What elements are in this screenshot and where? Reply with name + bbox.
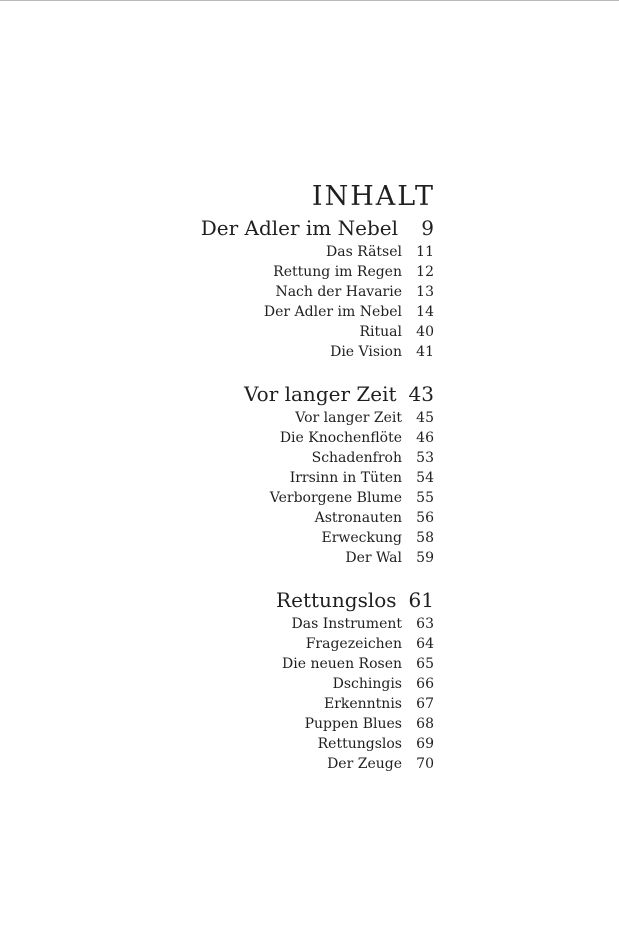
toc-entry[interactable] xyxy=(94,448,434,468)
section-title: Vor langer Zeit xyxy=(244,382,397,406)
entry-page-number: 45 xyxy=(416,410,434,426)
entry-title: Die neuen Rosen xyxy=(282,656,402,672)
section-title: Der Adler im Nebel xyxy=(200,216,398,240)
toc-entry[interactable] xyxy=(94,508,434,528)
entry-page-number: 55 xyxy=(416,490,434,506)
table-of-contents xyxy=(94,214,434,792)
entry-page-number: 69 xyxy=(416,736,434,752)
entry-page-number: 63 xyxy=(416,616,434,632)
toc-entry[interactable] xyxy=(94,734,434,754)
entry-page-number: 40 xyxy=(416,324,434,340)
toc-entry[interactable] xyxy=(94,634,434,654)
toc-entry[interactable] xyxy=(94,468,434,488)
entry-title: Ritual xyxy=(359,324,402,340)
entry-title: Nach der Havarie xyxy=(275,284,402,300)
entry-title: Verborgene Blume xyxy=(269,490,402,506)
toc-entry[interactable] xyxy=(94,614,434,634)
toc-entry[interactable] xyxy=(94,342,434,362)
toc-entry[interactable] xyxy=(94,262,434,282)
top-divider xyxy=(0,0,619,1)
entry-page-number: 58 xyxy=(416,530,434,546)
entry-page-number: 65 xyxy=(416,656,434,672)
entry-title: Erkenntnis xyxy=(323,696,402,712)
toc-entry[interactable] xyxy=(94,694,434,714)
section-heading[interactable] xyxy=(94,214,434,242)
entry-title: Das Rätsel xyxy=(326,244,402,260)
entry-page-number: 54 xyxy=(416,470,434,486)
entry-title: Der Adler im Nebel xyxy=(263,304,402,320)
toc-section-2 xyxy=(94,380,434,568)
entry-title: Die Vision xyxy=(330,344,402,360)
entry-page-number: 53 xyxy=(416,450,434,466)
section-page-number: 61 xyxy=(408,588,434,612)
toc-entry[interactable] xyxy=(94,674,434,694)
entry-title: Dschingis xyxy=(332,676,402,692)
entry-page-number: 70 xyxy=(416,756,434,772)
toc-entry[interactable] xyxy=(94,408,434,428)
entry-title: Schadenfroh xyxy=(311,450,402,466)
toc-entry[interactable] xyxy=(94,428,434,448)
section-page-number: 9 xyxy=(421,216,434,240)
entry-title: Fragezeichen xyxy=(305,636,402,652)
entry-title: Rettungslos xyxy=(317,736,402,752)
toc-entry[interactable] xyxy=(94,488,434,508)
entry-page-number: 46 xyxy=(416,430,434,446)
toc-entry[interactable] xyxy=(94,302,434,322)
toc-heading: INHALT xyxy=(311,181,435,213)
toc-entry[interactable] xyxy=(94,528,434,548)
toc-entry[interactable] xyxy=(94,242,434,262)
toc-entry[interactable] xyxy=(94,654,434,674)
entry-title: Die Knochenflöte xyxy=(279,430,402,446)
entry-title: Erweckung xyxy=(321,530,402,546)
entry-page-number: 67 xyxy=(416,696,434,712)
toc-entry[interactable] xyxy=(94,282,434,302)
entry-page-number: 68 xyxy=(416,716,434,732)
entry-page-number: 11 xyxy=(416,244,434,260)
section-page-number: 43 xyxy=(408,382,434,406)
toc-entry[interactable] xyxy=(94,714,434,734)
section-title: Rettungslos xyxy=(276,588,397,612)
entry-title: Der Zeuge xyxy=(327,756,402,772)
entry-page-number: 56 xyxy=(416,510,434,526)
entry-title: Astronauten xyxy=(314,510,402,526)
section-heading[interactable] xyxy=(94,380,434,408)
entry-title: Irrsinn in Tüten xyxy=(289,470,402,486)
section-heading[interactable] xyxy=(94,586,434,614)
entry-page-number: 41 xyxy=(416,344,434,360)
entry-page-number: 12 xyxy=(416,264,434,280)
toc-entry[interactable] xyxy=(94,754,434,774)
entry-title: Rettung im Regen xyxy=(273,264,402,280)
entry-page-number: 13 xyxy=(416,284,434,300)
entry-title: Vor langer Zeit xyxy=(295,410,402,426)
entry-page-number: 59 xyxy=(416,550,434,566)
toc-section-3 xyxy=(94,586,434,774)
entry-title: Der Wal xyxy=(345,550,402,566)
entry-page-number: 66 xyxy=(416,676,434,692)
entry-title: Puppen Blues xyxy=(304,716,402,732)
toc-entry[interactable] xyxy=(94,548,434,568)
entry-title: Das Instrument xyxy=(291,616,402,632)
toc-entry[interactable] xyxy=(94,322,434,342)
entry-page-number: 14 xyxy=(416,304,434,320)
entry-page-number: 64 xyxy=(416,636,434,652)
toc-section-1 xyxy=(94,214,434,362)
